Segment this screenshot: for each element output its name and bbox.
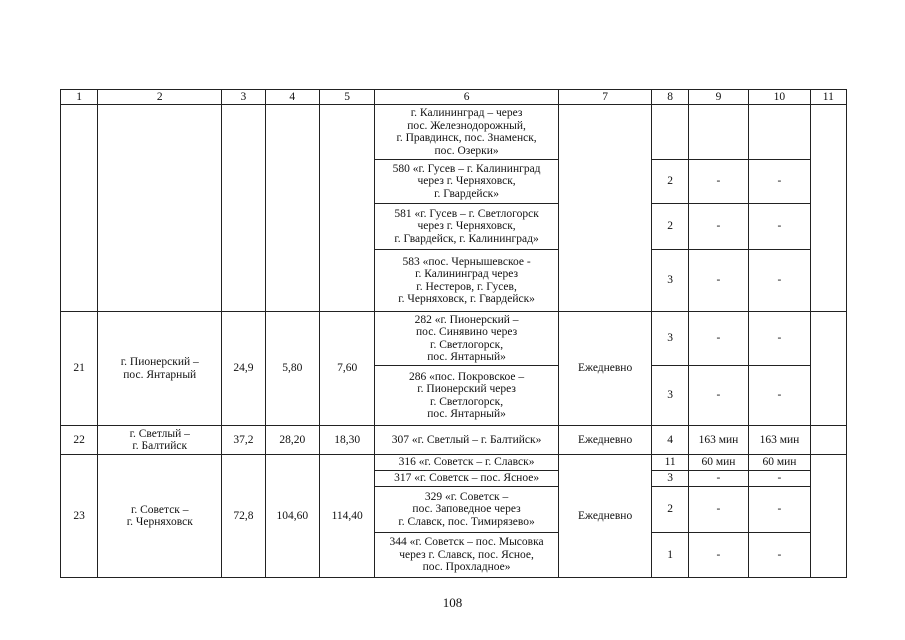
cell-c4: 104,60 (265, 455, 319, 578)
route-cell: 286 «пос. Покровское – г. Пионерский через г. Светлогорск, пос. Янтарный» (375, 366, 558, 426)
cell-c8: 2 (652, 160, 688, 204)
col-header-2: 2 (98, 90, 222, 105)
cell-c10: - (749, 312, 810, 366)
col-header-11: 11 (810, 90, 846, 105)
cell-c9: - (688, 160, 748, 204)
cell-c9: - (688, 487, 748, 533)
cell-c10: - (749, 160, 810, 204)
cell-c3: 72,8 (222, 455, 265, 578)
schedule-table (60, 89, 847, 578)
route-cell: 307 «г. Светлый – г. Балтийск» (375, 426, 558, 455)
cell-c8: 2 (652, 204, 688, 250)
cell-c8: 2 (652, 487, 688, 533)
cell-c8: 3 (652, 250, 688, 312)
route-cell: 282 «г. Пионерский – пос. Синявино через г. Светлогорск, пос. Янтарный» (375, 312, 558, 366)
col-header-7: 7 (558, 90, 652, 105)
cell-c8: 3 (652, 366, 688, 426)
cell-c8 (652, 105, 688, 160)
cell-c9: - (688, 250, 748, 312)
header-row (61, 90, 847, 105)
route-cell: 329 «г. Советск – пос. Заповедное через г. Славск, пос. Тимирязево» (375, 487, 558, 533)
route-cell: г. Калининград – через пос. Железнодорожный, г. Правдинск, пос. Знаменск, пос. Озерки» (375, 105, 558, 160)
cell-c9: - (688, 312, 748, 366)
cell-c8: 3 (652, 471, 688, 487)
cell-c9 (688, 105, 748, 160)
cell-c3: 37,2 (222, 426, 265, 455)
cell-name: г. Пионерский – пос. Янтарный (98, 312, 222, 426)
col-header-9: 9 (688, 90, 748, 105)
cell-c10: - (749, 250, 810, 312)
cell-c5: 7,60 (319, 312, 374, 426)
cell-c10: - (749, 204, 810, 250)
cell-c10: 163 мин (749, 426, 810, 455)
cell-name: г. Советск – г. Черняховск (98, 455, 222, 578)
route-cell: 581 «г. Гусев – г. Светлогорск через г. Черняховск, г. Гвардейск, г. Калининград» (375, 204, 558, 250)
cell-c8: 4 (652, 426, 688, 455)
route-cell: 317 «г. Советск – пос. Ясное» (375, 471, 558, 487)
col-header-6: 6 (375, 90, 558, 105)
cell-num-cont (61, 105, 98, 312)
cell-c5: 114,40 (319, 455, 374, 578)
cell-name: г. Светлый – г. Балтийск (98, 426, 222, 455)
cell-c10: - (749, 487, 810, 533)
cell-c5: 18,30 (319, 426, 374, 455)
cell-c11 (810, 312, 846, 426)
cell-c7: Ежедневно (558, 455, 652, 578)
table-row (61, 455, 847, 471)
cell-c4: 28,20 (265, 426, 319, 455)
cell-c10: 60 мин (749, 455, 810, 471)
cell-c9: - (688, 366, 748, 426)
table-row (61, 105, 847, 160)
cell-c9: 60 мин (688, 455, 748, 471)
cell-c5-cont (319, 105, 374, 312)
cell-c9: 163 мин (688, 426, 748, 455)
route-cell: 316 «г. Советск – г. Славск» (375, 455, 558, 471)
col-header-1: 1 (61, 90, 98, 105)
route-cell: 580 «г. Гусев – г. Калининград через г. Черняховск, г. Гвардейск» (375, 160, 558, 204)
col-header-8: 8 (652, 90, 688, 105)
page-number: 108 (442, 595, 463, 610)
cell-c3-cont (222, 105, 265, 312)
cell-c11 (810, 455, 846, 578)
cell-c7: Ежедневно (558, 426, 652, 455)
col-header-5: 5 (319, 90, 374, 105)
col-header-4: 4 (265, 90, 319, 105)
cell-c9: - (688, 204, 748, 250)
cell-num: 21 (61, 312, 98, 426)
cell-c9: - (688, 471, 748, 487)
cell-num: 23 (61, 455, 98, 578)
cell-c11 (810, 426, 846, 455)
cell-c9: - (688, 533, 748, 578)
cell-num: 22 (61, 426, 98, 455)
cell-c10: - (749, 366, 810, 426)
col-header-3: 3 (222, 90, 265, 105)
table-row (61, 426, 847, 455)
cell-c11-cont (810, 105, 846, 312)
cell-c3: 24,9 (222, 312, 265, 426)
route-cell: 583 «пос. Чернышевское - г. Калининград через г. Нестеров, г. Гусев, г. Черняховск, г. Гвардейск» (375, 250, 558, 312)
cell-c4: 5,80 (265, 312, 319, 426)
cell-c10: - (749, 471, 810, 487)
cell-name-cont (98, 105, 222, 312)
cell-c4-cont (265, 105, 319, 312)
col-header-10: 10 (749, 90, 810, 105)
cell-c7-cont (558, 105, 652, 312)
cell-c8: 1 (652, 533, 688, 578)
route-cell: 344 «г. Советск – пос. Мысовка через г. Славск, пос. Ясное, пос. Прохладное» (375, 533, 558, 578)
cell-c7: Ежедневно (558, 312, 652, 426)
table-row (61, 312, 847, 366)
cell-c10: - (749, 533, 810, 578)
cell-c8: 3 (652, 312, 688, 366)
cell-c8: 11 (652, 455, 688, 471)
cell-c10 (749, 105, 810, 160)
